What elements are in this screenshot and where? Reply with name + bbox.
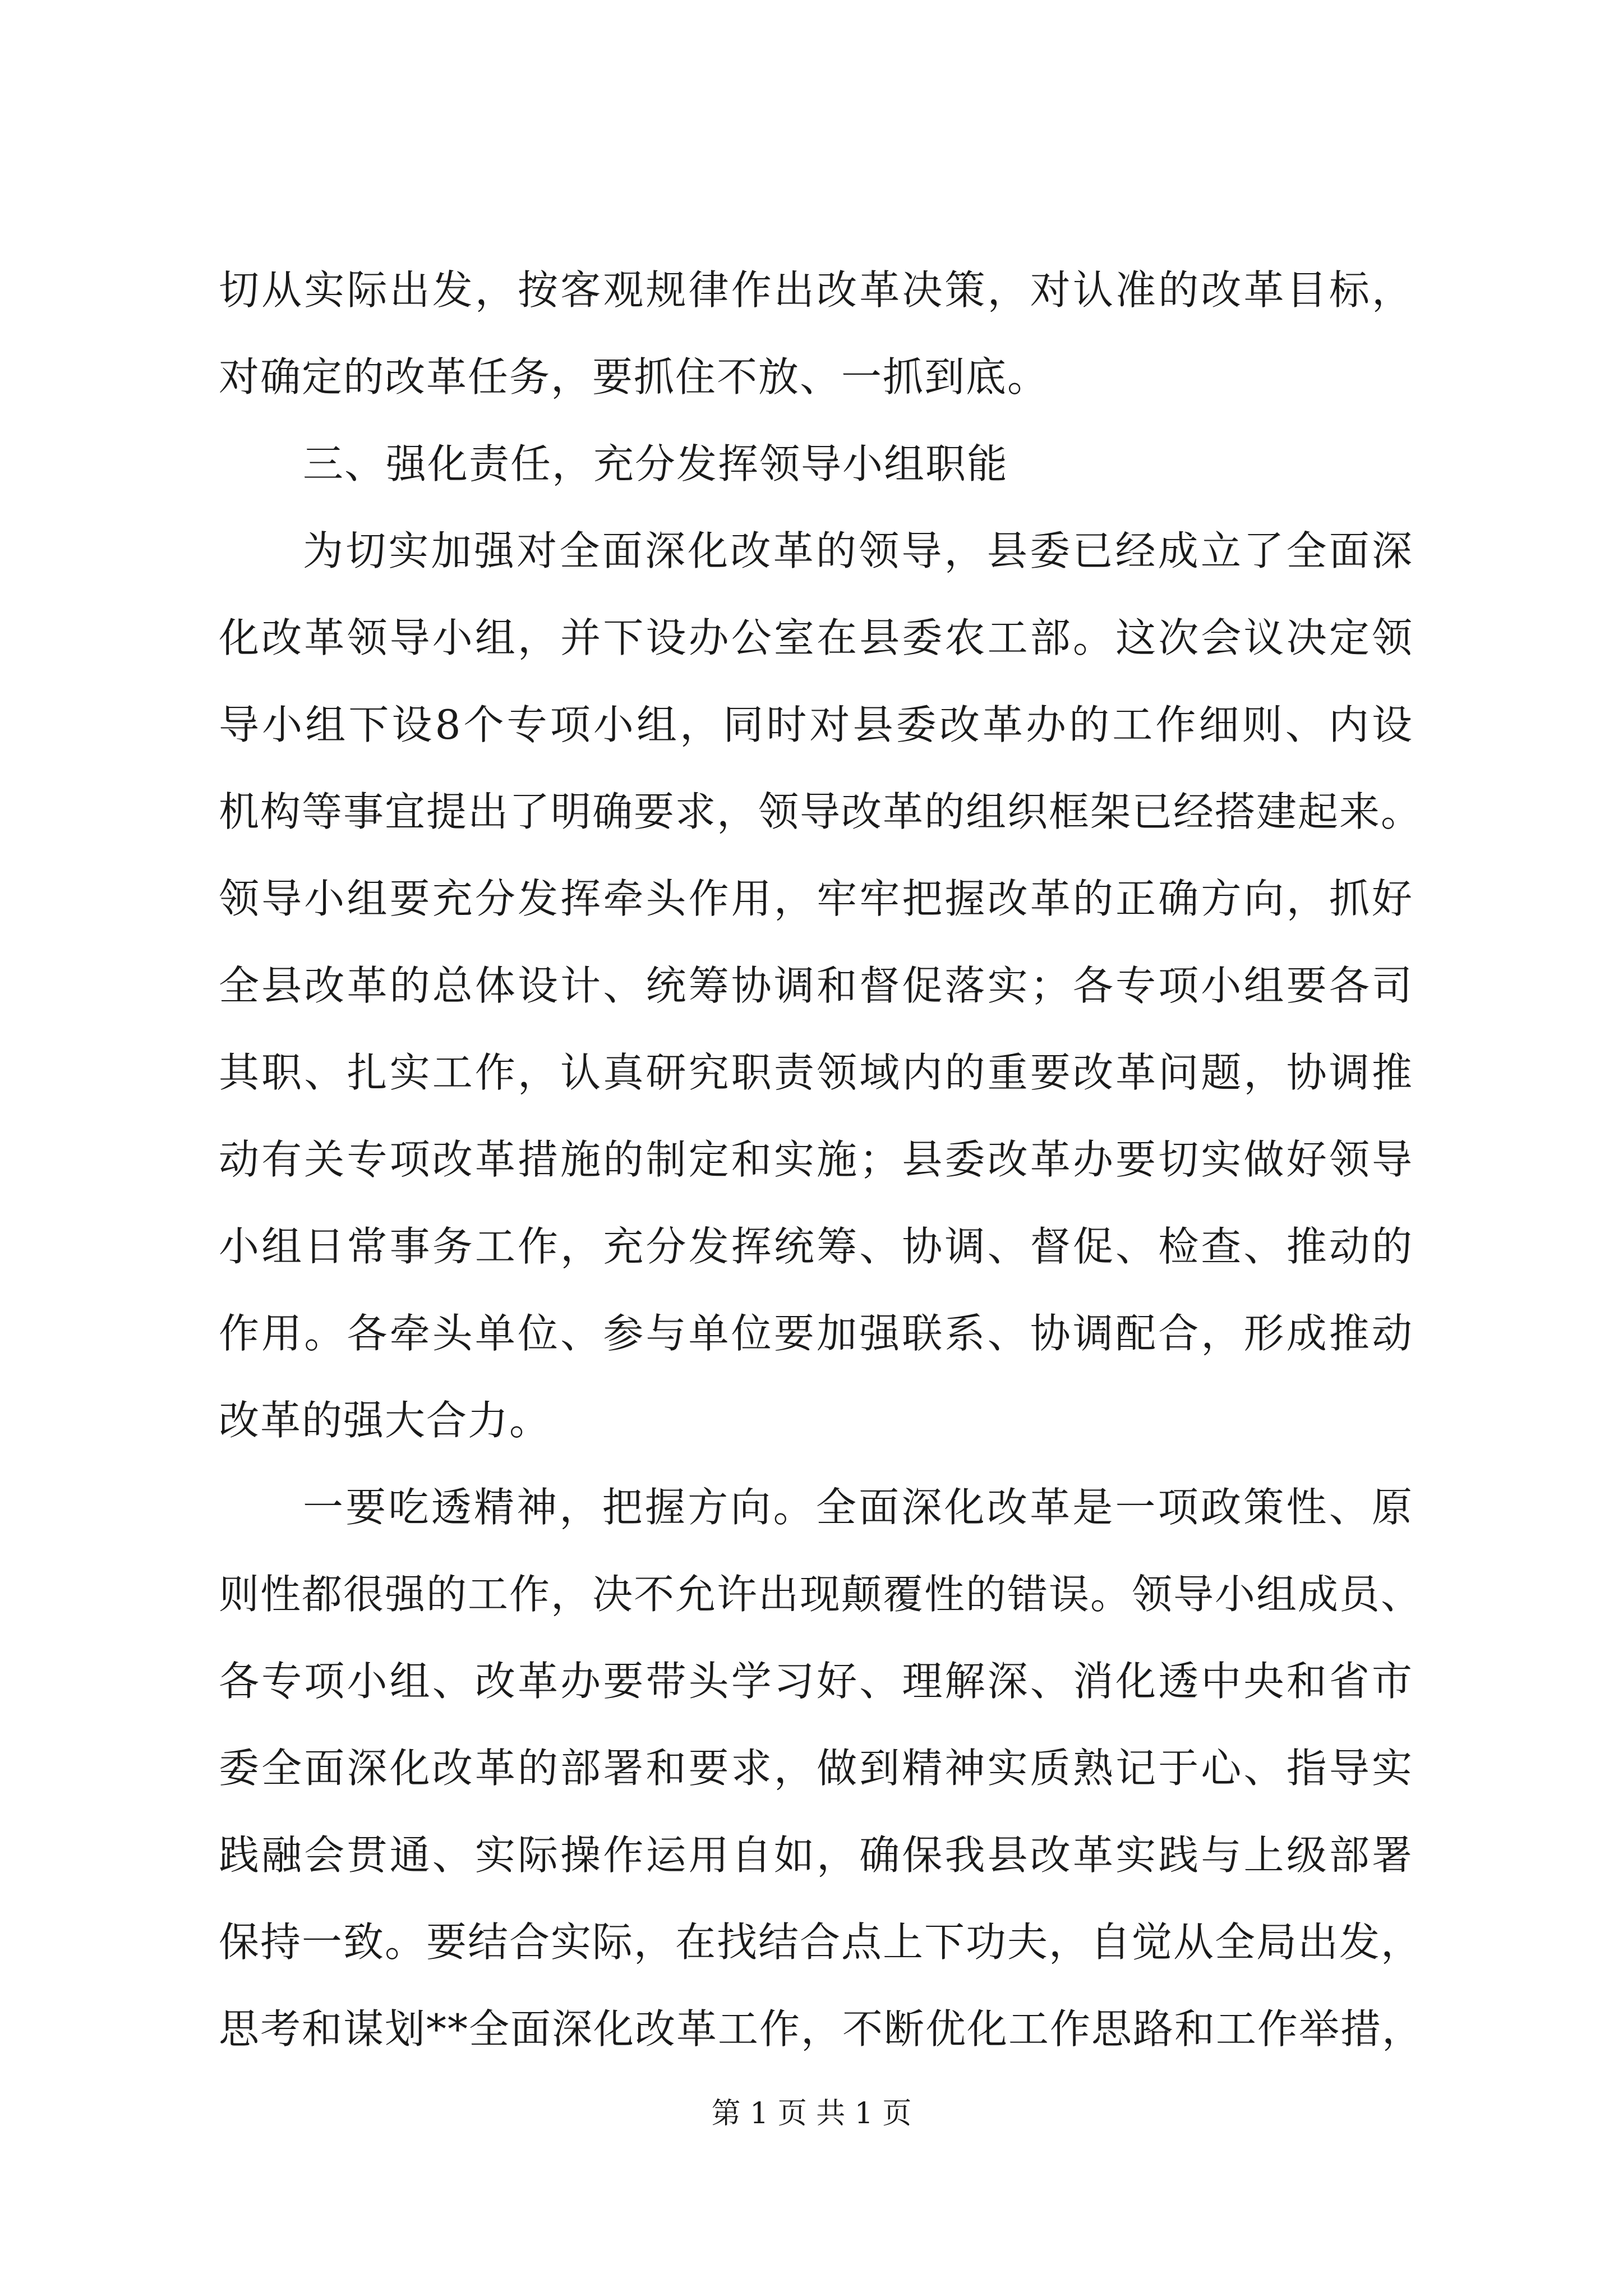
text-line: 则性都很强的工作，决不允许出现颠覆性的错误。领导小组成员、 (219, 1571, 1423, 1618)
text-line: 领导小组要充分发挥牵头作用，牢牢把握改革的正确方向，抓好 (219, 875, 1413, 922)
page-footer: 第 1 页 共 1 页 (711, 2097, 912, 2131)
text-line: 切从实际出发，按客观规律作出改革决策，对认准的改革目标， (219, 266, 1413, 314)
text-line: 全县改革的总体设计、统筹协调和督促落实；各专项小组要各司 (219, 962, 1413, 1009)
text-line: 思考和谋划**全面深化改革工作，不断优化工作思路和工作举措， (219, 2005, 1424, 2053)
text-line: 对确定的改革任务，要抓住不放、一抓到底。 (219, 353, 1049, 401)
section-heading: 三、强化责任，充分发挥领导小组职能 (303, 440, 1009, 487)
text-line: 小组日常事务工作，充分发挥统筹、协调、督促、检查、推动的 (219, 1223, 1413, 1270)
text-line: 作用。各牵头单位、参与单位要加强联系、协调配合，形成推动 (219, 1310, 1413, 1357)
text-line: 委全面深化改革的部署和要求，做到精神实质熟记于心、指导实 (219, 1745, 1413, 1792)
text-line: 化改革领导小组，并下设办公室在县委农工部。这次会议决定领 (219, 614, 1413, 661)
text-line: 改革的强大合力。 (219, 1397, 551, 1444)
text-line: 机构等事宜提出了明确要求，领导改革的组织框架已经搭建起来。 (219, 788, 1423, 835)
text-line: 导小组下设8个专项小组，同时对县委改革办的工作细则、内设 (219, 701, 1413, 748)
text-line: 一要吃透精神，把握方向。全面深化改革是一项政策性、原 (303, 1484, 1413, 1531)
text-line: 其职、扎实工作，认真研究职责领域内的重要改革问题，协调推 (219, 1049, 1413, 1096)
text-line: 各专项小组、改革办要带头学习好、理解深、消化透中央和省市 (219, 1658, 1413, 1705)
text-line: 践融会贯通、实际操作运用自如，确保我县改革实践与上级部署 (219, 1832, 1413, 1879)
document-body (219, 247, 1424, 2073)
text-line: 保持一致。要结合实际，在找结合点上下功夫，自觉从全局出发， (219, 1918, 1423, 1966)
text-line: 动有关专项改革措施的制定和实施；县委改革办要切实做好领导 (219, 1136, 1413, 1183)
text-line: 为切实加强对全面深化改革的领导，县委已经成立了全面深 (303, 527, 1413, 574)
